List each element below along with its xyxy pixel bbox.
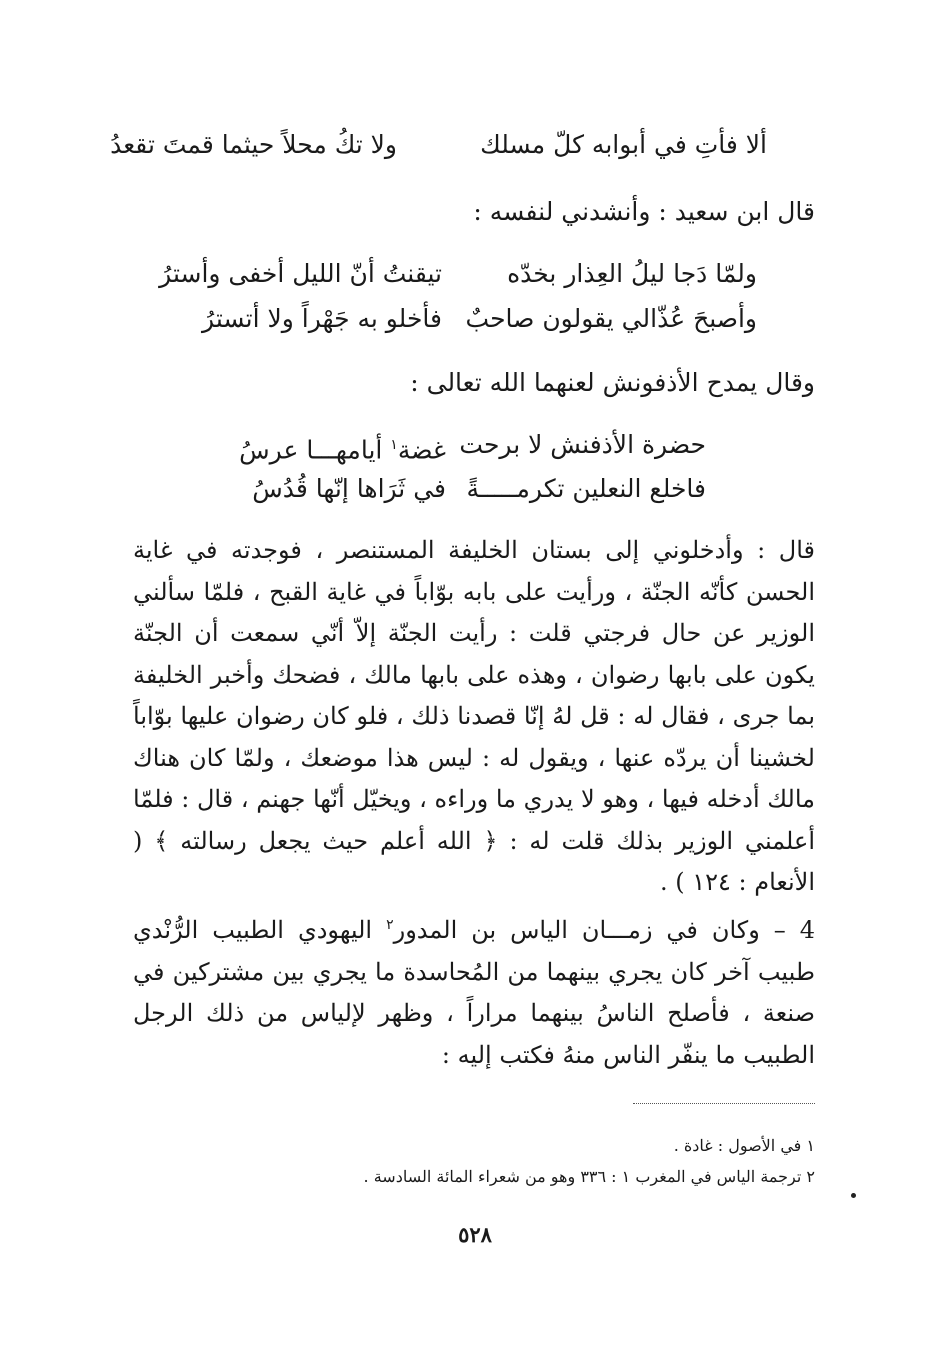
verse-line-5 [252, 472, 706, 506]
verse-hemistich-left [239, 428, 446, 467]
verse-hemistich-right: ألا فأتِ في أبوابه كلّ مسلك [480, 130, 767, 159]
paragraph-2-rest: اليهودي الطبيب الرُّنْدي طبيب آخر كان يجري بينهما من المُحاسدة ما يجري بين مشتركين في صنعة ، فأصلح الناسُ بينهما مراراً ، وظهر لإلياس من ذلك الرجل الطبيب ما ينفّر الناس منهُ فكتب إليه : [133, 916, 815, 1069]
verse-word: غضة [397, 435, 446, 465]
verse-hemistich-left: ولا تكُ محلاً حيثما قمتَ تقعدُ [110, 130, 397, 159]
footnote-2: ٢ ترجمة الياس في المغرب ١ : ٣٣٦ وهو من شعراء المائة السادسة . [363, 1167, 815, 1186]
verse-hemistich-right: فاخلع النعلين تكرمـــــةً [466, 474, 706, 503]
verse-hemistich-left: تيقنتُ أنّ الليل أخفى وأسترُ [159, 259, 442, 288]
page-number: ٥٢٨ [458, 1222, 492, 1247]
intro-line-2: وقال يمدح الأذفونش لعنهما الله تعالى : [410, 368, 815, 397]
paragraph-1: قال : وأدخلوني إلى بستان الخليفة المستنصر ، فوجدته في غاية الحسن كأنّه الجنّة ، ورأيت على بابه بوّاباً في غاية القبح ، فلمّا سألني الوزير عن حال فرجتي قلت : رأيت الجنّة إلاّ أنّي سمعت أن الجنّة يكون على بابها رضوان ، وهذه على بابها مالك ، فضحك وأخبر الخليفة بما جرى ، فقال له : قل لهُ إنّا قصدنا ذلك ، فلو كان رضوان عليها بوّاباً لخشينا أن يردّه عنها ، ويقول له : ليس هذا موضعك ، ولمّا كان هناك مالك أدخله فيها ، وهو لا يدري ما وراءه ، ويخيّل أنّها جهنم ، قال : فلمّا أعلمني الوزير بذلك قلت له : ﴿ الله أعلم حيث يجعل رسالته ﴾ ( الأنعام : ١٢٤ ) . [133, 536, 816, 896]
verse-hemistich-right: حضرة الأذفنش لا برحت [459, 430, 706, 459]
verse-hemistich-right: وأصبحَ عُذّالي يقولون صاحبٌ [465, 304, 757, 333]
footnote-1: ١ في الأصول : غادة . [673, 1136, 815, 1155]
paragraph-2-start: 4 – وكان في زمـــان الياس بن المدور [393, 916, 815, 944]
intro-line-1: قال ابن سعيد : وأنشدني لنفسه : [473, 197, 815, 226]
footnote-ref-1[interactable]: ١ [390, 437, 398, 453]
verse-hemistich-right: ولمّا دَجا ليلُ العِذار بخدّه [507, 259, 757, 288]
verse-line-1 [110, 128, 767, 162]
verse-hemistich-left: في ثَرَاها إنّها قُدُسُ [252, 474, 446, 503]
footnote-ref-2[interactable]: ٢ [386, 917, 394, 933]
footnote-divider [633, 1103, 815, 1104]
margin-dot [851, 1193, 856, 1198]
verse-line-4 [239, 428, 706, 467]
verse-hemistich-left: فأخلو به جَهْراً ولا أتسترُ [202, 304, 442, 333]
paragraph-2 [133, 905, 815, 1076]
verse-line-2 [159, 257, 757, 291]
verse-word: أيامهـــا عرسُ [239, 435, 391, 465]
verse-line-3 [202, 302, 757, 336]
